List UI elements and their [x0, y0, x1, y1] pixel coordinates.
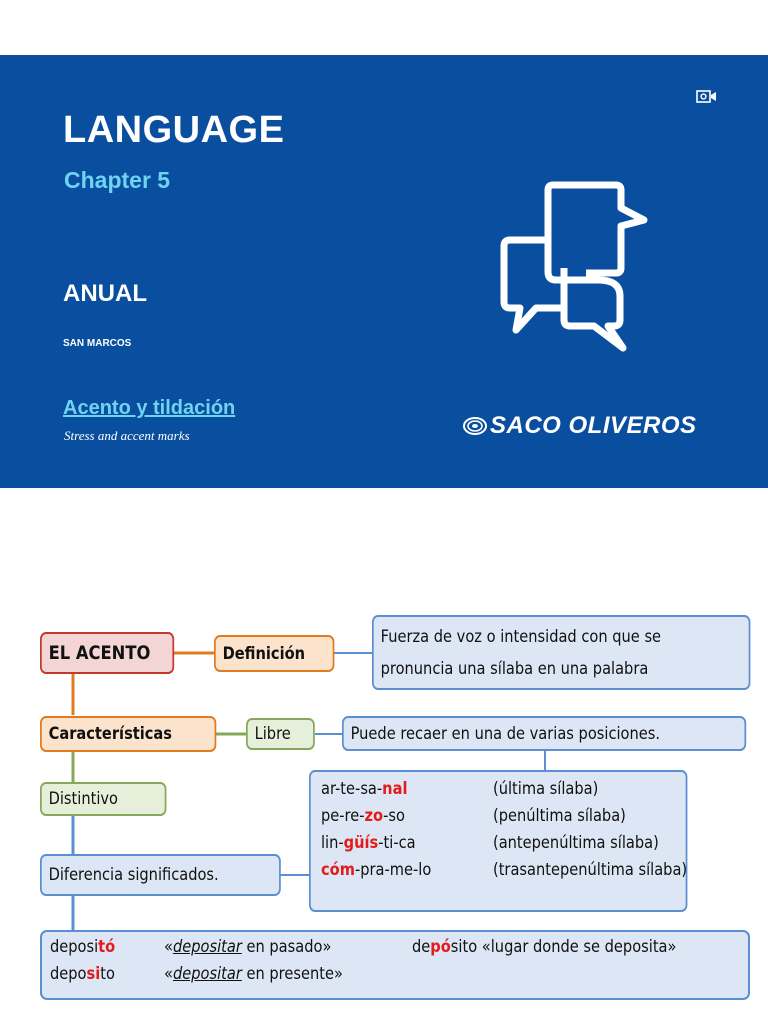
characteristics-node: Características: [40, 716, 216, 752]
level-label: ANUAL: [63, 280, 147, 307]
track-label: SAN MARCOS: [63, 338, 132, 349]
bottom-col-2: [164, 934, 343, 988]
definition-line-2: pronuncia una sílaba en una palabra: [380, 658, 649, 679]
definition-text-box: [372, 615, 750, 690]
bottom-col-3: [412, 934, 676, 961]
slide-title: LANGUAGE: [63, 109, 285, 151]
free-text-box: Puede recaer en una de varias posiciones.: [342, 716, 746, 751]
example-desc-3: (antepenúltima sílaba): [493, 833, 659, 853]
examples-words: [321, 776, 431, 884]
brand-name: SACO OLIVEROS: [490, 412, 697, 439]
root-node: EL ACENTO: [40, 632, 174, 674]
meaning-present: «depositar en presente»: [164, 964, 343, 984]
video-camera-icon[interactable]: [696, 89, 718, 105]
distinctive-node: Distintivo: [40, 782, 166, 816]
topic-subtitle: Stress and accent marks: [64, 428, 190, 443]
word-deposito-past: depositó: [50, 937, 116, 957]
chapter-label: Chapter 5: [64, 167, 171, 193]
title-slide: [0, 55, 768, 488]
word-deposito-present: deposito: [50, 964, 115, 984]
bottom-col-1: [50, 934, 115, 988]
examples-descriptions: [493, 776, 687, 884]
word-deposito-noun: depósito «lugar donde se deposita»: [412, 937, 677, 957]
example-word-4: cóm-pra-me-lo: [321, 860, 432, 880]
example-desc-1: (última sílaba): [493, 779, 599, 799]
topic-link[interactable]: Acento y tildación: [63, 397, 236, 419]
example-desc-2: (penúltima sílaba): [493, 806, 626, 826]
free-node: Libre: [246, 718, 315, 750]
example-desc-4: (trasantepenúltima sílaba): [493, 860, 688, 880]
example-word-2: pe-re-zo-so: [321, 806, 405, 826]
example-word-1: ar-te-sa-nal: [321, 779, 408, 799]
brand-swirl-icon: [462, 416, 488, 436]
example-word-3: lin-güís-ti-ca: [321, 833, 416, 853]
meaning-past: «depositar en pasado»: [164, 937, 332, 957]
chat-bubbles-icon: [498, 180, 670, 360]
definition-line-1: Fuerza de voz o intensidad con que se: [380, 626, 662, 647]
distinctive-text-box: Diferencia significados.: [40, 854, 281, 896]
definition-node: Definición: [214, 635, 334, 672]
